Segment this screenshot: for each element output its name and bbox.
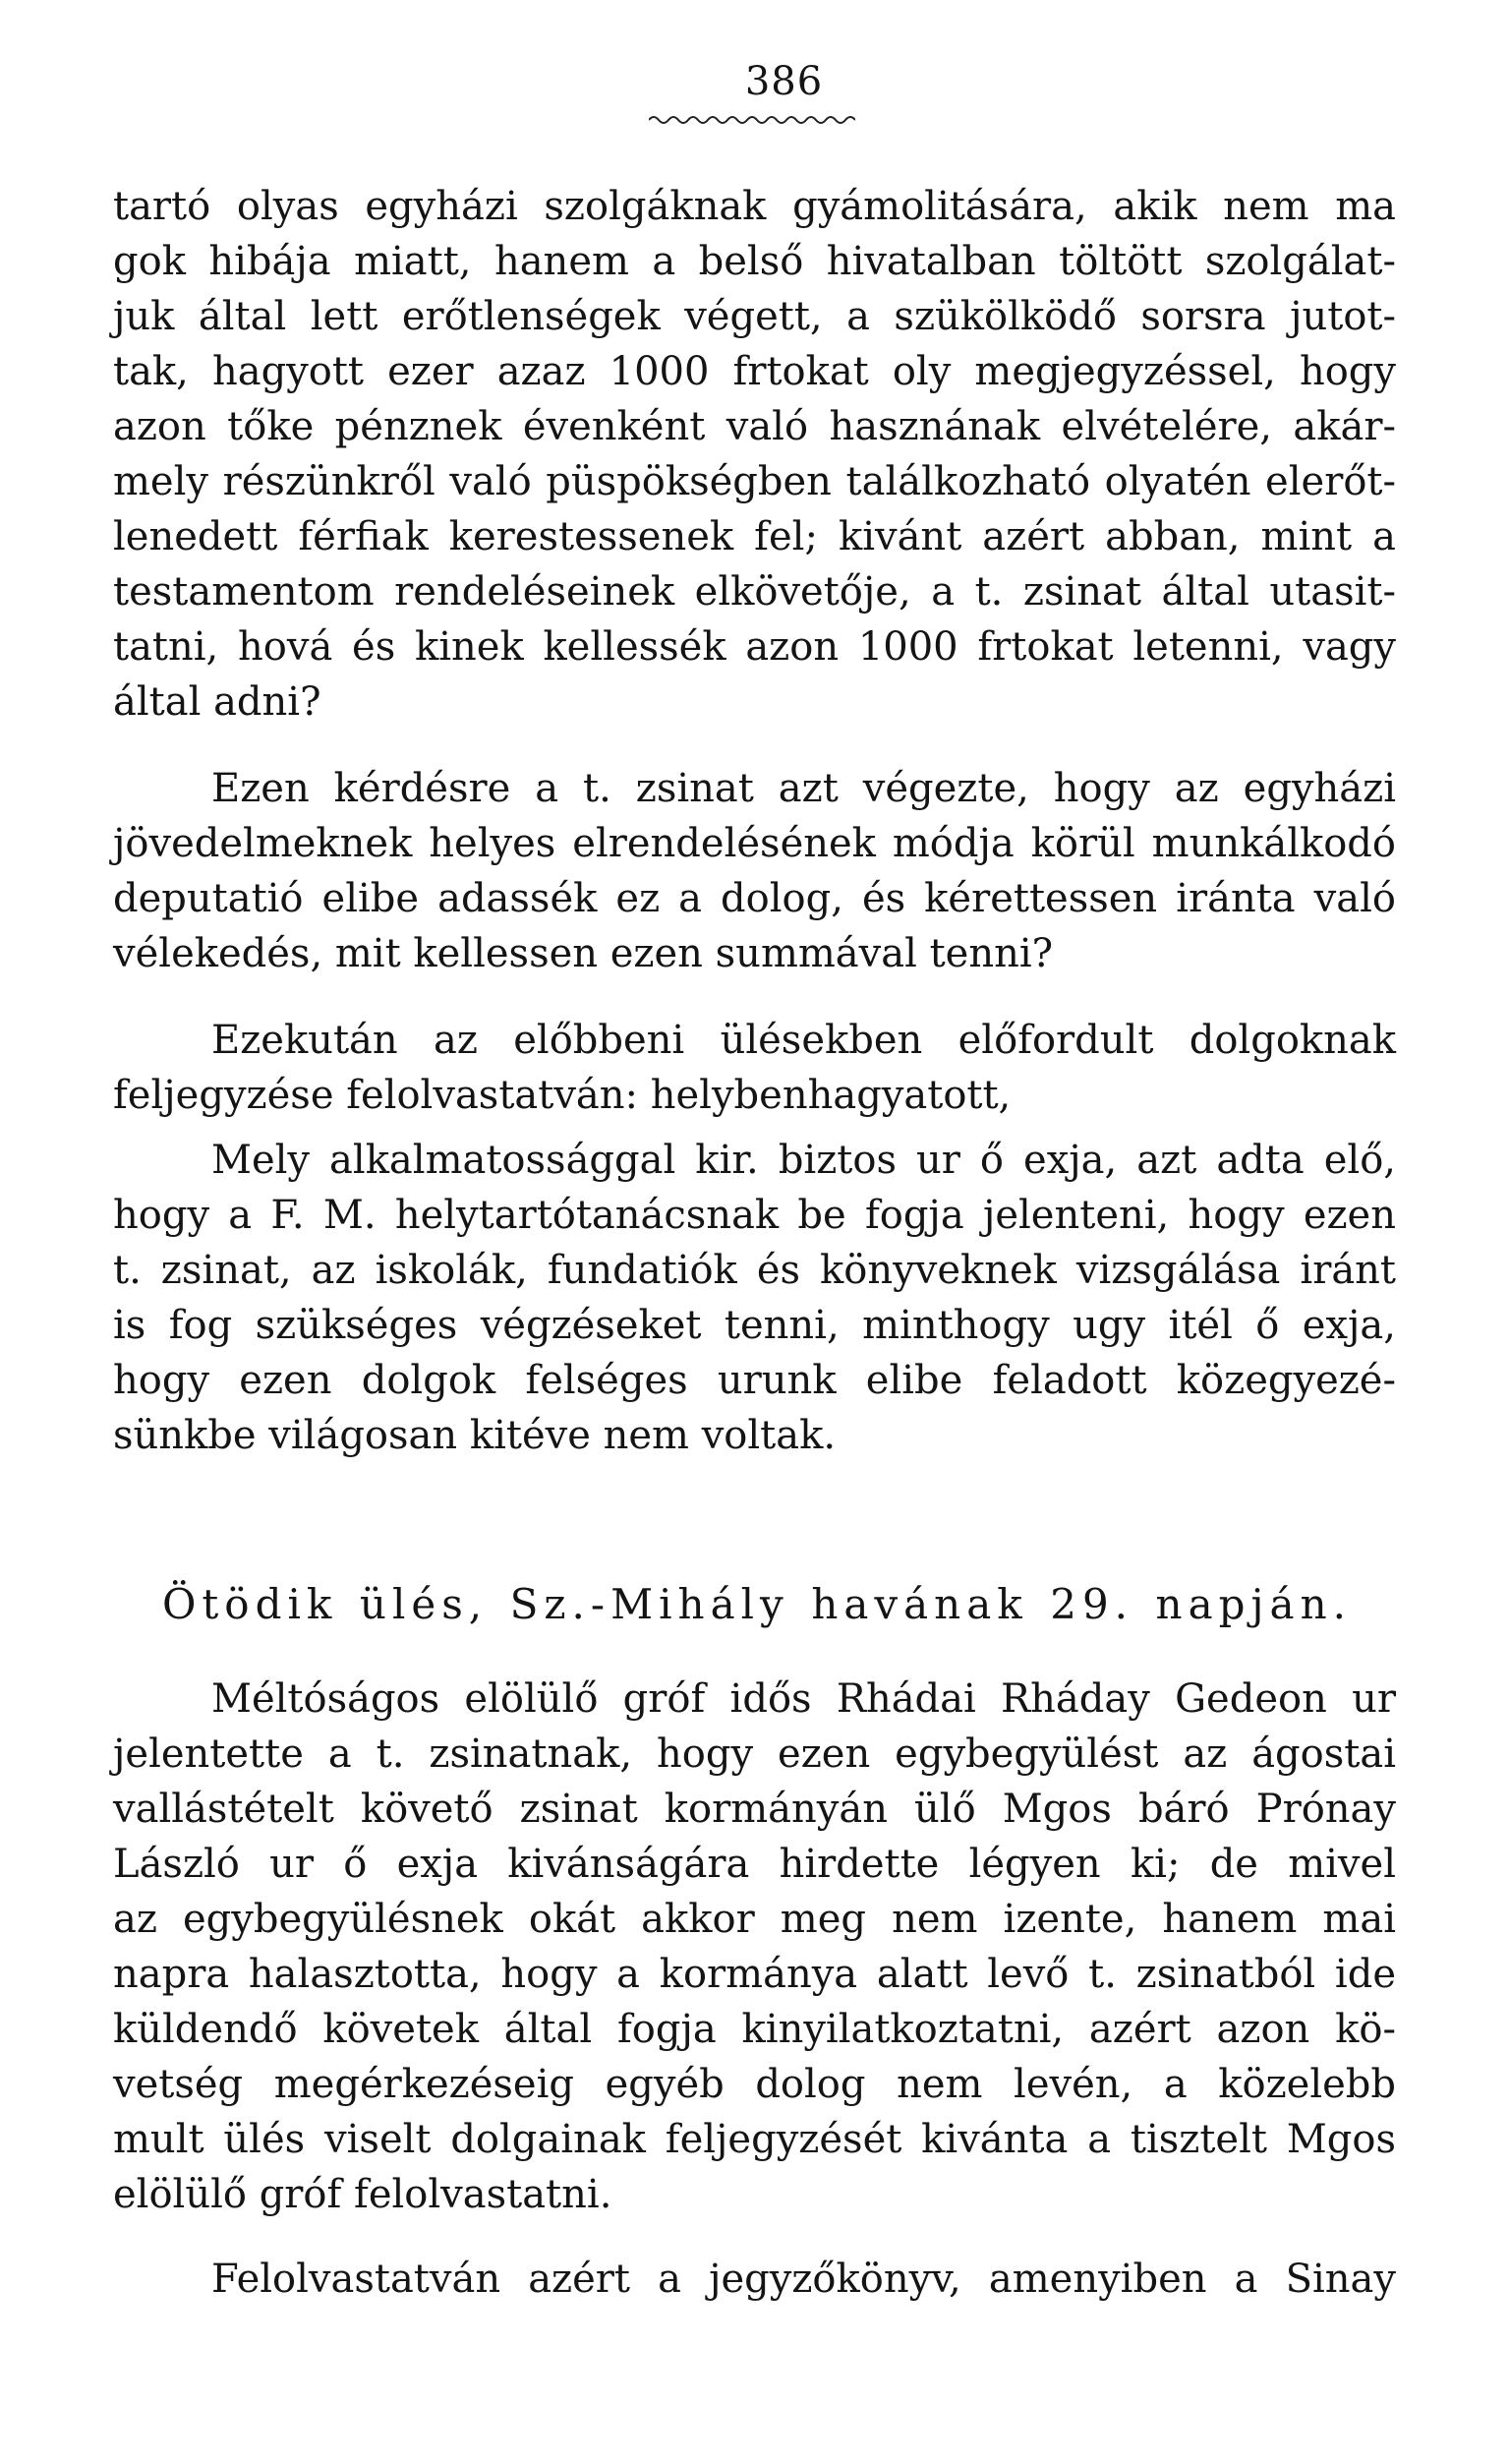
- text-line: juk által lett erőtlenségek végett, a szükölködő sorsra jutot-: [113, 294, 1396, 339]
- text-line: Méltóságos elölülő gróf idős Rhádai Rháday Gedeon ur: [211, 1676, 1396, 1722]
- text-line: Mely alkalmatossággal kir. biztos ur ő exja, azt adta elő,: [211, 1138, 1396, 1183]
- text-line: testamentom rendeléseinek elkövetője, a t. zsinat által utasit-: [113, 569, 1396, 615]
- text-line: Ezekután az előbbeni ülésekben előfordult dolgoknak: [211, 1018, 1396, 1063]
- text-line: Ezen kérdésre a t. zsinat azt végezte, hogy az egyházi: [211, 766, 1396, 811]
- text-line: mult ülés viselt dolgainak feljegyzését kivánta a tisztelt Mgos: [113, 2117, 1396, 2162]
- text-line: lenedett férfiak kerestessenek fel; kivánt azért abban, mint a: [113, 514, 1396, 559]
- text-line: deputatió elibe adassék ez a dolog, és kérettessen iránta való: [113, 876, 1396, 921]
- text-line: azon tőke pénznek évenként való hasznának elvételére, akár-: [113, 404, 1396, 449]
- text-line: is fog szükséges végzéseket tenni, minthogy ugy itél ő exja,: [113, 1303, 1396, 1348]
- text-line: napra halasztotta, hogy a kormánya alatt levő t. zsinatból ide: [113, 1952, 1396, 1997]
- text-line: elölülő gróf felolvastatni.: [113, 2172, 612, 2217]
- text-line: vallástételt követő zsinat kormányán ülő Mgos báró Prónay: [113, 1787, 1396, 1832]
- page-number: 386: [744, 59, 824, 104]
- text-line: tatni, hová és kinek kellessék azon 1000 frtokat letenni, vagy: [113, 624, 1396, 670]
- text-line: László ur ő exja kivánságára hirdette légyen ki; de mivel: [113, 1842, 1396, 1887]
- text-line: jövedelmeknek helyes elrendelésének módja körül munkálkodó: [113, 821, 1396, 866]
- text-line: hogy a F. M. helytartótanácsnak be fogja jelenteni, hogy ezen: [113, 1193, 1396, 1238]
- text-line: küldendő követek által fogja kinyilatkoztatni, azért azon kö-: [113, 2007, 1396, 2052]
- text-line: t. zsinat, az iskolák, fundatiók és könyveknek vizsgálása iránt: [113, 1248, 1396, 1293]
- text-line: jelentette a t. zsinatnak, hogy ezen egybegyülést az ágostai: [113, 1731, 1396, 1777]
- text-line: vetség megérkezéseig egyéb dolog nem levén, a közelebb: [113, 2062, 1396, 2107]
- text-line: tak, hagyott ezer azaz 1000 frtokat oly megjegyzéssel, hogy: [113, 349, 1396, 394]
- text-line: által adni?: [113, 679, 321, 725]
- text-line: vélekedés, mit kellessen ezen summával tenni?: [113, 931, 1054, 976]
- text-line: mely részünkről való püspökségben találkozható olyatén elerőt-: [113, 459, 1396, 504]
- section-title: Ötödik ülés, Sz.-Mihály havának 29. napján.: [162, 1580, 1352, 1628]
- text-line: hogy ezen dolgok felséges urunk elibe feladott közegyezé-: [113, 1358, 1396, 1403]
- text-line: feljegyzése felolvastatván: helybenhagyatott,: [113, 1073, 1012, 1118]
- text-line: az egybegyülésnek okát akkor meg nem izente, hanem mai: [113, 1897, 1396, 1942]
- text-line: tartó olyas egyházi szolgáknak gyámolitására, akik nem ma: [113, 184, 1396, 229]
- text-line: gok hibája miatt, hanem a belső hivatalban töltött szolgálat-: [113, 239, 1396, 284]
- text-line: Felolvastatván azért a jegyzőkönyv, amenyiben a Sinay: [211, 2257, 1396, 2302]
- page-number-ornament: [649, 112, 855, 128]
- text-line: sünkbe világosan kitéve nem voltak.: [113, 1413, 837, 1458]
